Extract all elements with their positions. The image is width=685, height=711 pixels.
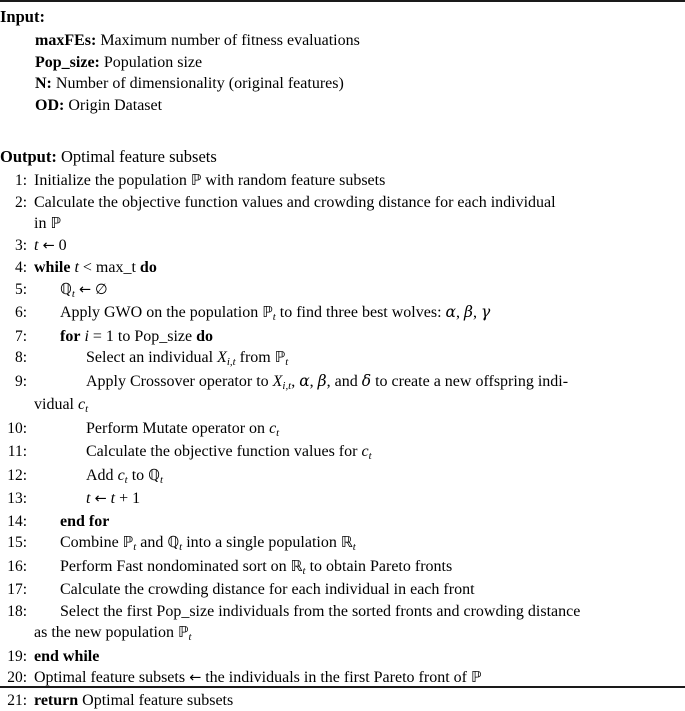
step-row (0, 279, 685, 303)
step-row (0, 257, 685, 279)
input-heading (0, 6, 685, 28)
input-item-description: Population size (104, 54, 202, 71)
output-heading (0, 146, 685, 168)
step-row (0, 511, 685, 533)
step-text: ℚ$_t$ ← ∅ (34, 279, 685, 303)
step-text: while t < max_t do (34, 257, 685, 279)
input-item-term: OD: (35, 97, 64, 114)
step-row (0, 371, 685, 395)
step-text: Calculate the crowding distance for each individual in each front (34, 579, 685, 601)
step-row (0, 601, 685, 623)
step-number: 11: (0, 441, 34, 463)
input-item (35, 30, 685, 52)
step-row (0, 326, 685, 348)
step-text: Calculate the objective function values for $c_t$ (34, 441, 685, 465)
step-number: 7: (0, 326, 34, 348)
input-item-term: maxFEs: (35, 32, 96, 49)
step-number: 20: (0, 667, 34, 689)
step-number: 12: (0, 465, 34, 487)
step-number: 8: (0, 347, 34, 369)
step-number: 19: (0, 646, 34, 668)
step-text: end for (34, 511, 685, 533)
step-number: 9: (0, 371, 34, 393)
step-row (0, 579, 685, 601)
step-number: 16: (0, 556, 34, 578)
step-number: 1: (0, 170, 34, 192)
step-number: 4: (0, 257, 34, 279)
step-row (0, 532, 685, 556)
input-item-description: Number of dimensionality (original features) (56, 75, 344, 92)
step-row (0, 646, 685, 668)
step-number: 17: (0, 579, 34, 601)
step-row (0, 302, 685, 326)
step-list (0, 170, 685, 711)
step-text: t ← t + 1 (34, 488, 685, 511)
step-number: 13: (0, 488, 34, 510)
step-continuation-text: in ℙ (34, 213, 685, 235)
input-item-list (35, 30, 685, 116)
step-text: Perform Fast nondominated sort on ℝ$_t$ to obtain Pareto fronts (34, 556, 685, 580)
step-number: 6: (0, 302, 34, 324)
step-text: Select an individual $X_{i,t}$ from ℙ$_t$ (34, 347, 685, 371)
step-row (0, 347, 685, 371)
step-row (0, 556, 685, 580)
step-text: Combine ℙ$_t$ and ℚ$_t$ into a single population ℝ$_t$ (34, 532, 685, 556)
step-text: Select the first Pop_size individuals from the sorted fronts and crowding distance (34, 601, 685, 623)
step-row (0, 465, 685, 489)
step-text: end while (34, 646, 685, 668)
step-number: 5: (0, 279, 34, 301)
bottom-rule (0, 686, 685, 688)
step-text: return Optimal feature subsets (34, 690, 685, 711)
step-row (0, 418, 685, 442)
step-row (0, 690, 685, 711)
input-item-term: N: (35, 75, 52, 92)
step-row (0, 235, 685, 258)
step-row (0, 488, 685, 511)
step-text: Perform Mutate operator on $c_t$ (34, 418, 685, 442)
step-continuation-row (0, 213, 685, 235)
output-value: Optimal feature subsets (61, 147, 217, 166)
input-item (35, 52, 685, 74)
input-block (0, 2, 685, 116)
step-continuation-text: as the new population ℙ$_t$ (34, 622, 685, 646)
step-row (0, 192, 685, 214)
input-item (35, 73, 685, 95)
step-row (0, 170, 685, 192)
step-text: t ← 0 (34, 235, 685, 258)
step-text: Add $c_t$ to ℚ$_t$ (34, 465, 685, 489)
input-item-description: Origin Dataset (68, 97, 162, 114)
step-text: Calculate the objective function values and crowding distance for each individual (34, 192, 685, 214)
step-number: 3: (0, 235, 34, 257)
input-heading-label: Input: (0, 7, 45, 26)
step-number: 10: (0, 418, 34, 440)
output-block (0, 146, 685, 168)
input-item-description: Maximum number of fitness evaluations (100, 32, 360, 49)
step-row (0, 441, 685, 465)
io-spacer (0, 116, 685, 146)
step-number: 18: (0, 601, 34, 623)
step-number: 15: (0, 532, 34, 554)
step-text: Initialize the population ℙ with random feature subsets (34, 170, 685, 192)
step-text: Apply Crossover operator to $X_{i,t}$, α, β, and δ to create a new offspring indi- (34, 371, 685, 395)
input-item-term: Pop_size: (35, 54, 100, 71)
input-item (35, 95, 685, 117)
step-continuation-row (0, 394, 685, 418)
step-number: 14: (0, 511, 34, 533)
step-text: Apply GWO on the population ℙ$_t$ to find three best wolves: α, β, γ (34, 302, 685, 326)
output-heading-label: Output: (0, 147, 57, 166)
step-continuation-row (0, 622, 685, 646)
step-number: 21: (0, 690, 34, 711)
step-text: for i = 1 to Pop_size do (34, 326, 685, 348)
step-continuation-text: vidual $c_t$ (34, 394, 685, 418)
step-text: Optimal feature subsets ← the individuals in the first Pareto front of ℙ (34, 667, 685, 690)
step-number: 2: (0, 192, 34, 214)
